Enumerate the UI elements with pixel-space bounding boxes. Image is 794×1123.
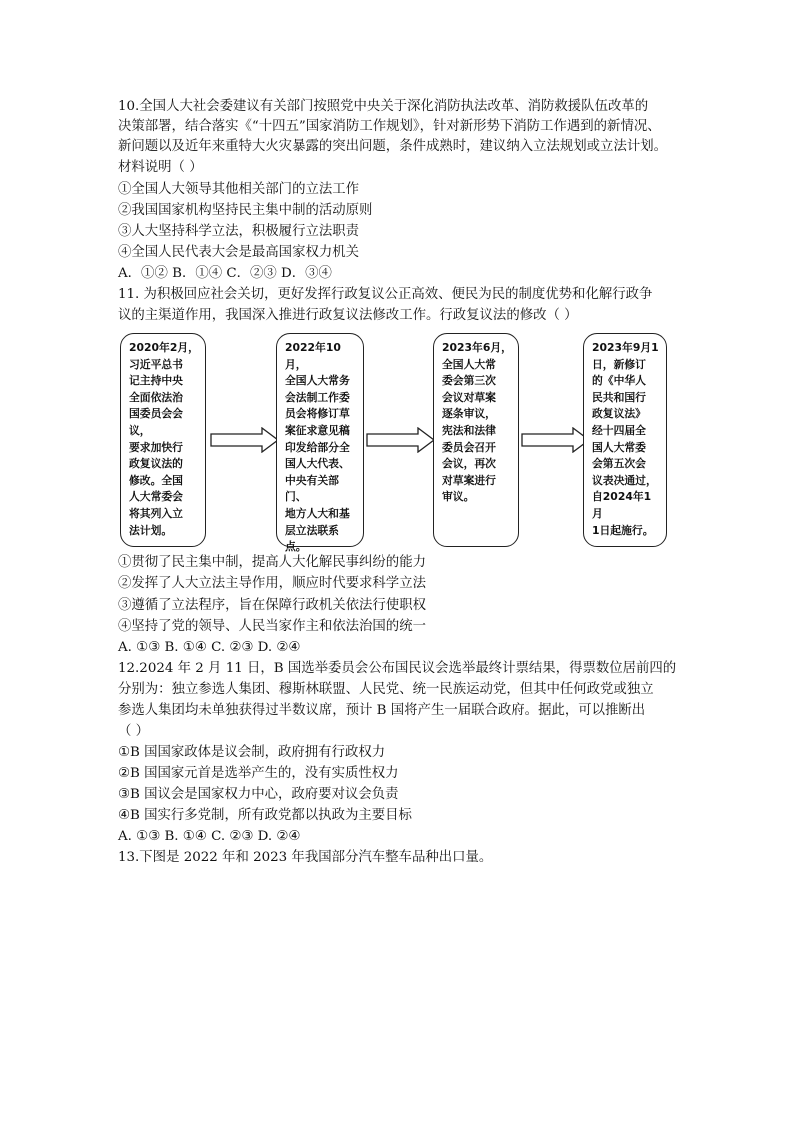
q11-option-2: ②发挥了人大立法主导作用，顺应时代要求科学立法 (118, 576, 426, 591)
q12-stem-line-4: （ ） (118, 724, 150, 739)
q10-stem-line-4: 材料说明（ ） (118, 160, 203, 175)
q12-option-2: ②B 国国家元首是选举产生的，没有实质性权力 (118, 766, 399, 781)
q10-stem-line-2: 决策部署，结合落实《“十四五”国家消防工作规划》，针对新形势下消防工作遇到的新情况、 (118, 119, 661, 134)
q10-option-4: ④全国人民代表大会是最高国家权力机关 (118, 245, 360, 260)
right-arrow-icon (521, 427, 591, 453)
q11-option-1: ①贯彻了民主集中制，提高人大化解民事纠纷的能力 (118, 555, 426, 570)
q12-option-4: ④B 国实行多党制，所有政党都以执政为主要目标 (118, 808, 412, 823)
q12-answer-choices: A. ①③ B. ①④ C. ②③ D. ②④ (118, 829, 301, 844)
q12-stem-line-1: 12.2024 年 2 月 11 日，B 国选举委员会公布国民议会选举最终计票结果，得票数位居前四的 (118, 661, 677, 676)
q10-stem-line-1: 10.全国人大社会委建议有关部门按照党中央关于深化消防执法改革、消防救援队伍改革的 (118, 99, 649, 114)
q13-stem-line-1: 13.下图是 2022 年和 2023 年我国部分汽车整车品种出口量。 (118, 850, 493, 865)
q11-stem-line-2: 议的主渠道作用，我国深入推进行政复议法修改工作。行政复议法的修改（ ） (118, 308, 578, 323)
q11-answer-choices: A. ①③ B. ①④ C. ②③ D. ②④ (118, 640, 301, 655)
q10-answer-choices: A．①② B．①④ C．②③ D．③④ (118, 266, 332, 281)
q11-option-3: ③遵循了立法程序，旨在保障行政机关依法行使职权 (118, 598, 426, 613)
q12-option-3: ③B 国议会是国家权力中心，政府要对议会负责 (118, 787, 399, 802)
q11-stem-line-1: 11. 为积极回应社会关切，更好发挥行政复议公正高效、便民为民的制度优势和化解行政争 (118, 287, 653, 302)
q10-stem-line-3: 新问题以及近年来重特大火灾暴露的突出问题，条件成熟时，建议纳入立法规划或立法计划。 (118, 139, 668, 154)
q10-option-2: ②我国国家机构坚持民主集中制的活动原则 (118, 203, 373, 218)
q12-option-1: ①B 国国家政体是议会制，政府拥有行政权力 (118, 745, 386, 760)
q12-stem-line-2: 分别为：独立参选人集团、穆斯林联盟、人民党、统一民族运动党，但其中任何政党或独立 (118, 682, 654, 697)
flow-box-2023-september: 2023年9月1 日，新修订 的《中华人 民共和国行 政复议法》 经十四届全 国人大常委 会第五次会 议表决通过， 自2024年1月 1日起施行。 (583, 333, 667, 547)
flow-box-2022: 2022年10月， 全国人大常务 会法制工作委 员会将修订草 案征求意见稿 印发给部分全 国人大代表、 中央有关部门、 地方人大和基 层立法联系点。 (276, 333, 364, 547)
q11-option-4: ④坚持了党的领导、人民当家作主和依法治国的统一 (118, 619, 426, 634)
flow-box-2020: 2020年2月， 习近平总书 记主持中央 全面依法治 国委员会会议， 要求加快行 政复议法的 修改。全国 人大常委会 将其列入立 法计划。 (120, 333, 206, 547)
right-arrow-icon (210, 427, 280, 453)
q12-stem-line-3: 参选人集团均未单独获得过半数议席，预计 B 国将产生一届联合政府。据此，可以推断出 (118, 703, 646, 718)
q10-option-1: ①全国人大领导其他相关部门的立法工作 (118, 182, 360, 197)
flow-box-2023-june: 2023年6月， 全国人大常 委会第三次 会议对草案 逐条审议， 宪法和法律 委员会召开 会议，再次 对草案进行 审议。 (433, 333, 519, 547)
right-arrow-icon (366, 427, 436, 453)
q10-option-3: ③人大坚持科学立法，积极履行立法职责 (118, 224, 360, 239)
